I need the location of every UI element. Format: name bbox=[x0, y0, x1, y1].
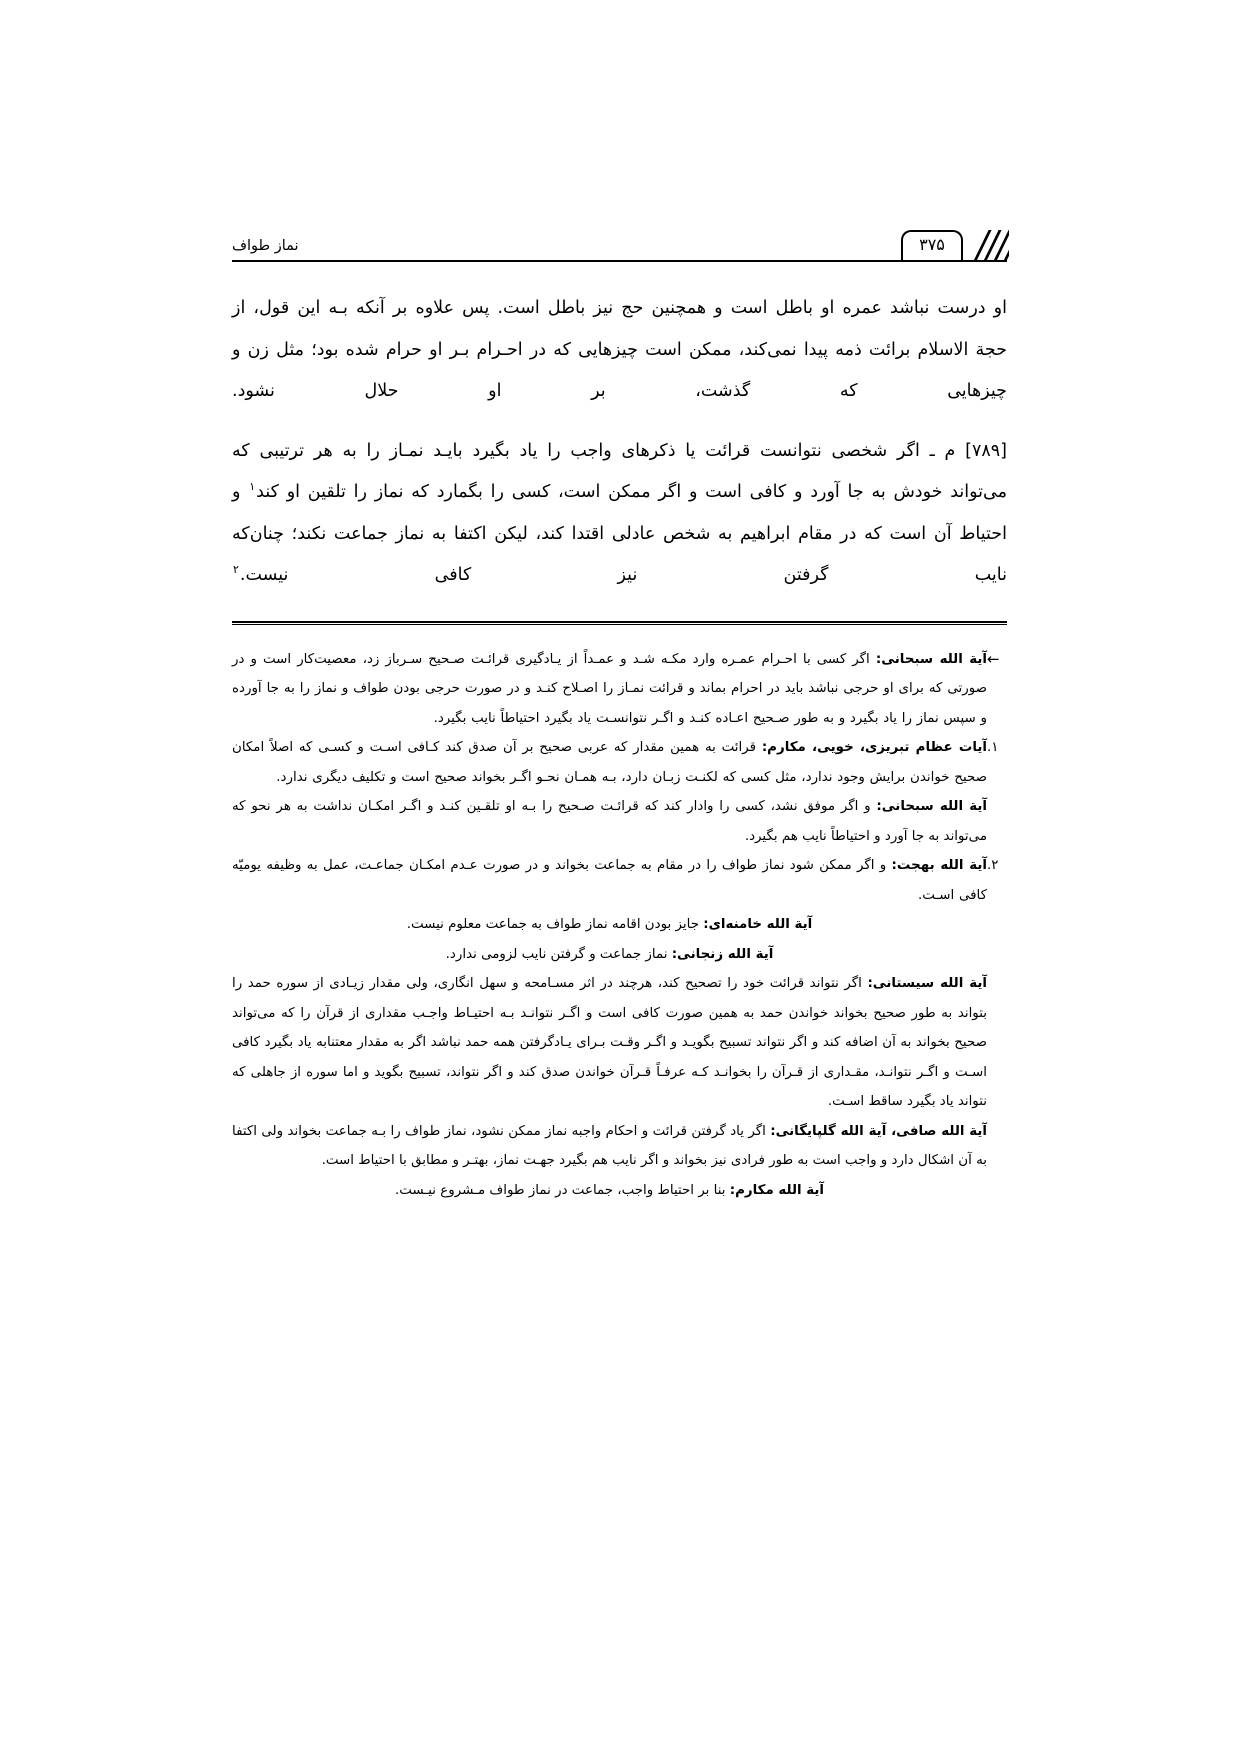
footnote-body: اگر یاد گرفتن قرائت و احکام واجبه نماز ممکن نشود، نماز طواف را بـه جماعت بخواند ولی اکتفا به آن اشکال دارد و واجب است به طور فرادی نیز بخواند و اگر نایب هم بگیرد جهـت نماز، بهتـر و مطابق با احتیاط است. bbox=[232, 1123, 987, 1168]
footnote-2-sub-1 bbox=[232, 910, 987, 940]
footnote-divider bbox=[232, 621, 1007, 625]
footnote-marker-2: ۲. bbox=[987, 858, 999, 873]
footnote-marker-1: ۱. bbox=[987, 740, 999, 755]
page-number: ۳۷۵ bbox=[919, 235, 945, 254]
header-divider bbox=[232, 260, 1007, 262]
authority-name: آیة الله زنجانی: bbox=[671, 946, 774, 962]
body-paragraph-2 bbox=[232, 431, 1007, 597]
footnote-1-text bbox=[232, 733, 987, 792]
footnote-2-sub-4 bbox=[232, 1117, 987, 1176]
footnote-body: جایز بودن اقامه نماز طواف به جماعت معلوم نیست. bbox=[406, 917, 704, 932]
page-content bbox=[232, 218, 1007, 1205]
footnote-continued bbox=[232, 645, 1007, 734]
authority-name: آیة الله مکارم: bbox=[729, 1182, 825, 1198]
footnote-ref-1[interactable]: ۱ bbox=[249, 480, 256, 494]
authority-name: آیة الله خامنه‌ای: bbox=[703, 917, 813, 932]
body-paragraph-1: او درست نباشد عمره او باطل است و همچنین حج نیز باطل است. پس علاوه بر آنکه بـه این قول، از حجة الاسلام برائت ذمه پیدا نمی‌کند، ممکن است چیزهایی که در احـرام بـر او حرام شده بود؛ مثل زن و چیزهایی که گذشت، بر او حلال نشود. bbox=[232, 298, 1007, 401]
footnote-2-sub-5 bbox=[232, 1176, 987, 1206]
footnote-body: و اگر ممکن شود نماز طواف را در مقام به جماعت بخواند و در صورت عـدم امکـان جماعـت، عمل به وظیفه یومیّه کافی اسـت. bbox=[232, 858, 987, 903]
header-chapter-title: نماز طواف bbox=[232, 237, 299, 254]
footnote-ref-2[interactable]: ۲ bbox=[233, 563, 239, 577]
running-header bbox=[232, 218, 1007, 262]
footnote-item-1 bbox=[232, 733, 1007, 792]
footnote-item-2 bbox=[232, 851, 1007, 910]
authority-name: آیة الله صافی، آیة الله گلپایگانی: bbox=[770, 1123, 987, 1139]
authority-name: آیة الله سیستانی: bbox=[867, 976, 987, 991]
diagonal-slashes-ornament-icon bbox=[963, 230, 1009, 260]
footnote-body: اگر کسی با احـرام عمـره وارد مکـه شـد و عمـداً از یـادگیری قرائـت صـحیح سـرباز زد، معصیت‌کار است و در صورتی که برای او حرجی نباشد باید در احرام بماند و قرائت نمـاز را اصـلاح کنـد و در صورت حرجی بودن طواف و نماز را به جا آورده و سپس نماز را یاد بگیرد و به طور صـحیح اعـاده کنـد و اگـر نتوانسـت یاد بگیرد احتیاطاً نایب بگیرد. bbox=[232, 651, 987, 726]
footnotes-section bbox=[232, 645, 1007, 1206]
footnote-body: اگر نتواند قرائت خود را تصحیح کند، هرچند در اثر مسـامحه و سهل انگاری، ولی مقدار زیـادی از سوره حمد را بتواند به طور صحیح بخواند خواندن حمد به همین صورت کافی است و اگـر نتوانـد بـه احتیـاط واجـب مقداری از قرآن را که می‌تواند صحیح بخواند به آن اضافه کند و اگر نتواند تسبیح بگویـد و اگـر وقـت بـرای یـادگرفتن همه حمد نباشد اگر به مقدار معتنابه یاد بگیرد کافی اسـت و اگـر نتوانـد، مقـداری از قـرآن را بخوانـد کـه عرفـاً قـرآن خواندن صدق کند و اگر نتواند، تسبیح بگوید و اما سوره از جاهلی که نتواند یاد بگیرد ساقط اسـت. bbox=[232, 976, 987, 1109]
authority-name: آیات عظام تبریزی، خویی، مکارم: bbox=[761, 740, 987, 755]
footnote-2-sub-3 bbox=[232, 969, 987, 1117]
page-folio bbox=[901, 228, 1007, 262]
authority-name: آیة الله بهجت: bbox=[891, 858, 987, 873]
footnote-1-sub-1 bbox=[232, 792, 987, 851]
footnote-2-sub-2 bbox=[232, 940, 987, 970]
body-paragraph-2-part1: [۷۸۹] م ـ اگر شخصی نتوانست قرائت یا ذکرهای واجب را یاد بگیرد بایـد نمـاز را به هر ترتیبی که می‌تواند خودش به جا آورد و کافی است و اگر ممکن است، کسی را بگمارد که نماز را تلقین او کند bbox=[232, 440, 1008, 502]
footnote-2-text bbox=[232, 851, 987, 910]
footnote-body: بنا بر احتیاط واجب، جماعت در نماز طواف مـشروع نیـست. bbox=[394, 1182, 730, 1198]
authority-name: آیة الله سبحانی: bbox=[876, 799, 987, 814]
footnote-body: نماز جماعت و گرفتن نایب لزومی ندارد. bbox=[445, 946, 672, 962]
folio-box bbox=[901, 230, 963, 260]
footnote-body: قرائت به همین مقدار که عربی صحیح بر آن صدق کند کـافی اسـت و کسـی که اصلاً امکان صحیح خواندن برایش وجود ندارد، مثل کسی که لکنـت زبـان دارد، بـه همـان نحـو اگـر بخواند صحیح است و تکلیف دیگری ندارد. bbox=[232, 740, 987, 785]
authority-name: آیة الله سبحانی: bbox=[875, 651, 987, 667]
body-paragraph-2-part2: و احتیاط آن است که در مقام ابراهیم به شخص عادلی اقتدا کند، لیکن اکتفا به نماز جماعت نکند؛ چنان‌که نایب گرفتن نیز کافی نیست. bbox=[232, 482, 1007, 585]
footnote-continuation-arrow-icon: ← bbox=[987, 649, 1000, 668]
footnote-body: و اگر موفق نشد، کسی را وادار کند که قرائـت صـحیح را بـه او تلقـین کنـد و اگـر امکـان نداشت به هر نحو که می‌تواند به جا آورد و احتیاطاً نایب هم بگیرد. bbox=[232, 799, 987, 844]
body-text bbox=[232, 288, 1007, 597]
footnote-continued-text bbox=[232, 645, 987, 734]
